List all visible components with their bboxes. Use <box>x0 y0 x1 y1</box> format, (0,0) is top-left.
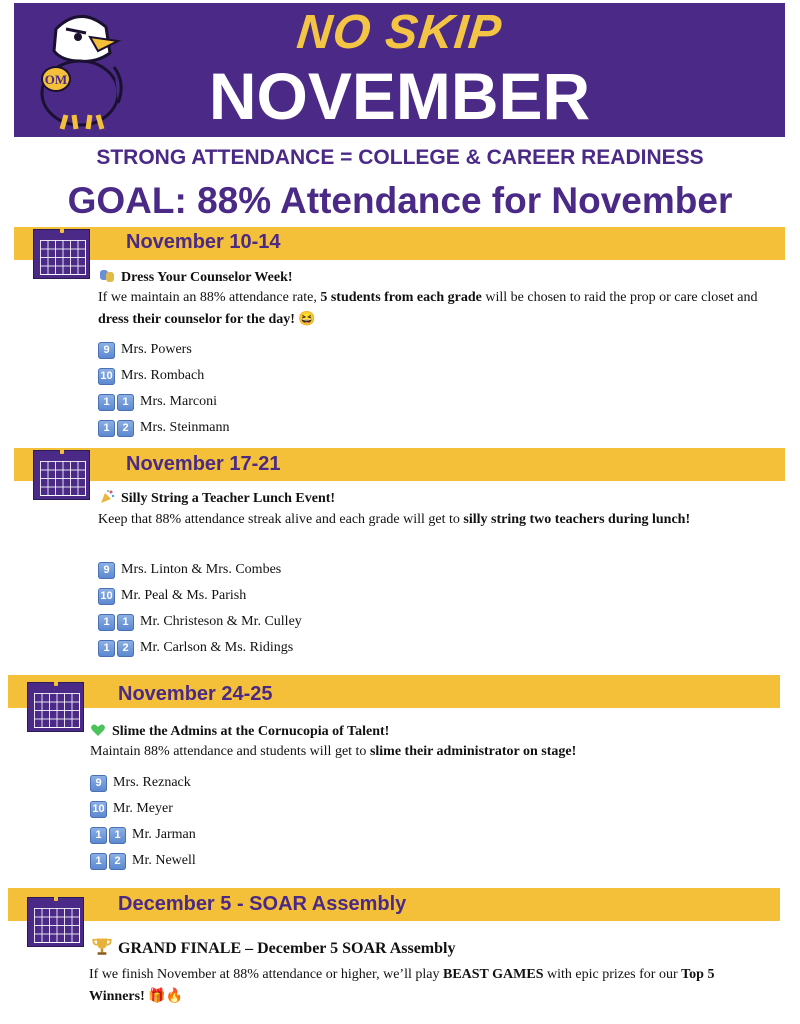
calendar-icon <box>27 897 84 947</box>
party-popper-icon <box>99 489 115 505</box>
body-text: will be chosen to raid the prop or care closet and <box>481 290 758 305</box>
emphasis-text: 5 students from each grade <box>320 290 482 305</box>
grade-item <box>98 561 281 579</box>
goal-heading: GOAL: 88% Attendance for November <box>67 180 733 221</box>
trophy-icon <box>92 936 112 956</box>
grade-keycap-icon: 9 <box>98 562 115 579</box>
grade-keycap-icon: 1 <box>90 827 107 844</box>
svg-text:OM: OM <box>44 72 68 87</box>
grade-keycap-icon: 1 <box>98 420 115 437</box>
grade-keycap-icon: 1 <box>98 614 115 631</box>
grade-keycap-icon: 1 <box>98 640 115 657</box>
staff-name: Mrs. Marconi <box>140 394 217 409</box>
body-text: If we maintain an 88% attendance rate, <box>98 290 321 305</box>
event-title: GRAND FINALE – December 5 SOAR Assembly <box>92 936 455 958</box>
grade-keycap-icon: 2 <box>117 420 134 437</box>
staff-name: Mr. Christeson & Mr. Culley <box>140 614 302 629</box>
grade-item <box>98 639 293 657</box>
grade-keycap-icon: 1 <box>98 394 115 411</box>
calendar-icon <box>33 229 90 279</box>
week-label: December 5 - SOAR Assembly <box>118 893 407 915</box>
grade-item <box>98 367 204 385</box>
event-description <box>89 964 749 1008</box>
grade-item <box>98 613 302 631</box>
grade-keycap-icon: 10 <box>98 368 115 385</box>
header-kicker: NO SKIP <box>294 6 505 59</box>
grade-item <box>98 419 229 437</box>
grade-keycap-icon: 9 <box>90 775 107 792</box>
week-label: November 24-25 <box>118 683 273 705</box>
week-label: November 10-14 <box>126 231 281 253</box>
grade-item <box>90 774 191 792</box>
grade-keycap-icon: 1 <box>117 614 134 631</box>
event-title: Dress Your Counselor Week! <box>99 268 293 286</box>
staff-name: Mrs. Powers <box>121 342 192 357</box>
theater-masks-icon <box>99 268 115 284</box>
emphasis-text: Top 5 Winners! <box>89 967 715 1004</box>
event-description <box>90 741 760 763</box>
grade-item <box>98 587 246 605</box>
staff-name: Mr. Peal & Ms. Parish <box>121 588 247 603</box>
event-title: Slime the Admins at the Cornucopia of Talent! <box>90 722 389 740</box>
grade-keycap-icon: 2 <box>109 853 126 870</box>
grade-keycap-icon: 9 <box>98 342 115 359</box>
week-label: November 17-21 <box>126 453 281 475</box>
tagline: STRONG ATTENDANCE = COLLEGE & CAREER READINESS <box>96 146 704 169</box>
grade-keycap-icon: 10 <box>90 801 107 818</box>
staff-name: Mrs. Reznack <box>113 775 191 790</box>
grade-keycap-icon: 10 <box>98 588 115 605</box>
grade-keycap-icon: 1 <box>90 853 107 870</box>
grade-item <box>98 393 217 411</box>
staff-name: Mr. Jarman <box>132 827 196 842</box>
body-text: 😆 <box>294 312 316 327</box>
header-title: NOVEMBER <box>208 59 591 133</box>
emphasis-text: silly string two teachers during lunch! <box>463 512 691 527</box>
grade-item <box>90 826 196 844</box>
body-text: 🎁🔥 <box>144 989 184 1004</box>
body-text: Keep that 88% attendance streak alive and each grade will get to <box>98 512 464 527</box>
body-text: with epic prizes for our <box>543 967 682 982</box>
calendar-icon <box>33 450 90 500</box>
event-title: Silly String a Teacher Lunch Event! <box>99 489 335 507</box>
staff-name: Mr. Carlson & Ms. Ridings <box>140 640 294 655</box>
staff-name: Mr. Newell <box>132 853 196 868</box>
event-description <box>98 509 738 531</box>
staff-name: Mrs. Steinmann <box>140 420 230 435</box>
grade-item <box>98 341 192 359</box>
staff-name: Mrs. Rombach <box>121 368 205 383</box>
grade-keycap-icon: 1 <box>109 827 126 844</box>
green-heart-icon <box>90 722 106 738</box>
calendar-icon <box>27 682 84 732</box>
emphasis-text: BEAST GAMES <box>442 967 544 982</box>
staff-name: Mr. Meyer <box>113 801 173 816</box>
staff-name: Mrs. Linton & Mrs. Combes <box>121 562 282 577</box>
grade-keycap-icon: 1 <box>117 394 134 411</box>
body-text: If we finish November at 88% attendance or higher, we’ll play <box>89 967 443 982</box>
body-text: Maintain 88% attendance and students will get to <box>90 744 370 759</box>
grade-item <box>90 852 196 870</box>
grade-item <box>90 800 173 818</box>
grade-keycap-icon: 2 <box>117 640 134 657</box>
emphasis-text: slime their administrator on stage! <box>369 744 577 759</box>
event-description <box>98 287 768 331</box>
header-banner <box>14 3 785 137</box>
emphasis-text: dress their counselor for the day! <box>98 312 295 327</box>
